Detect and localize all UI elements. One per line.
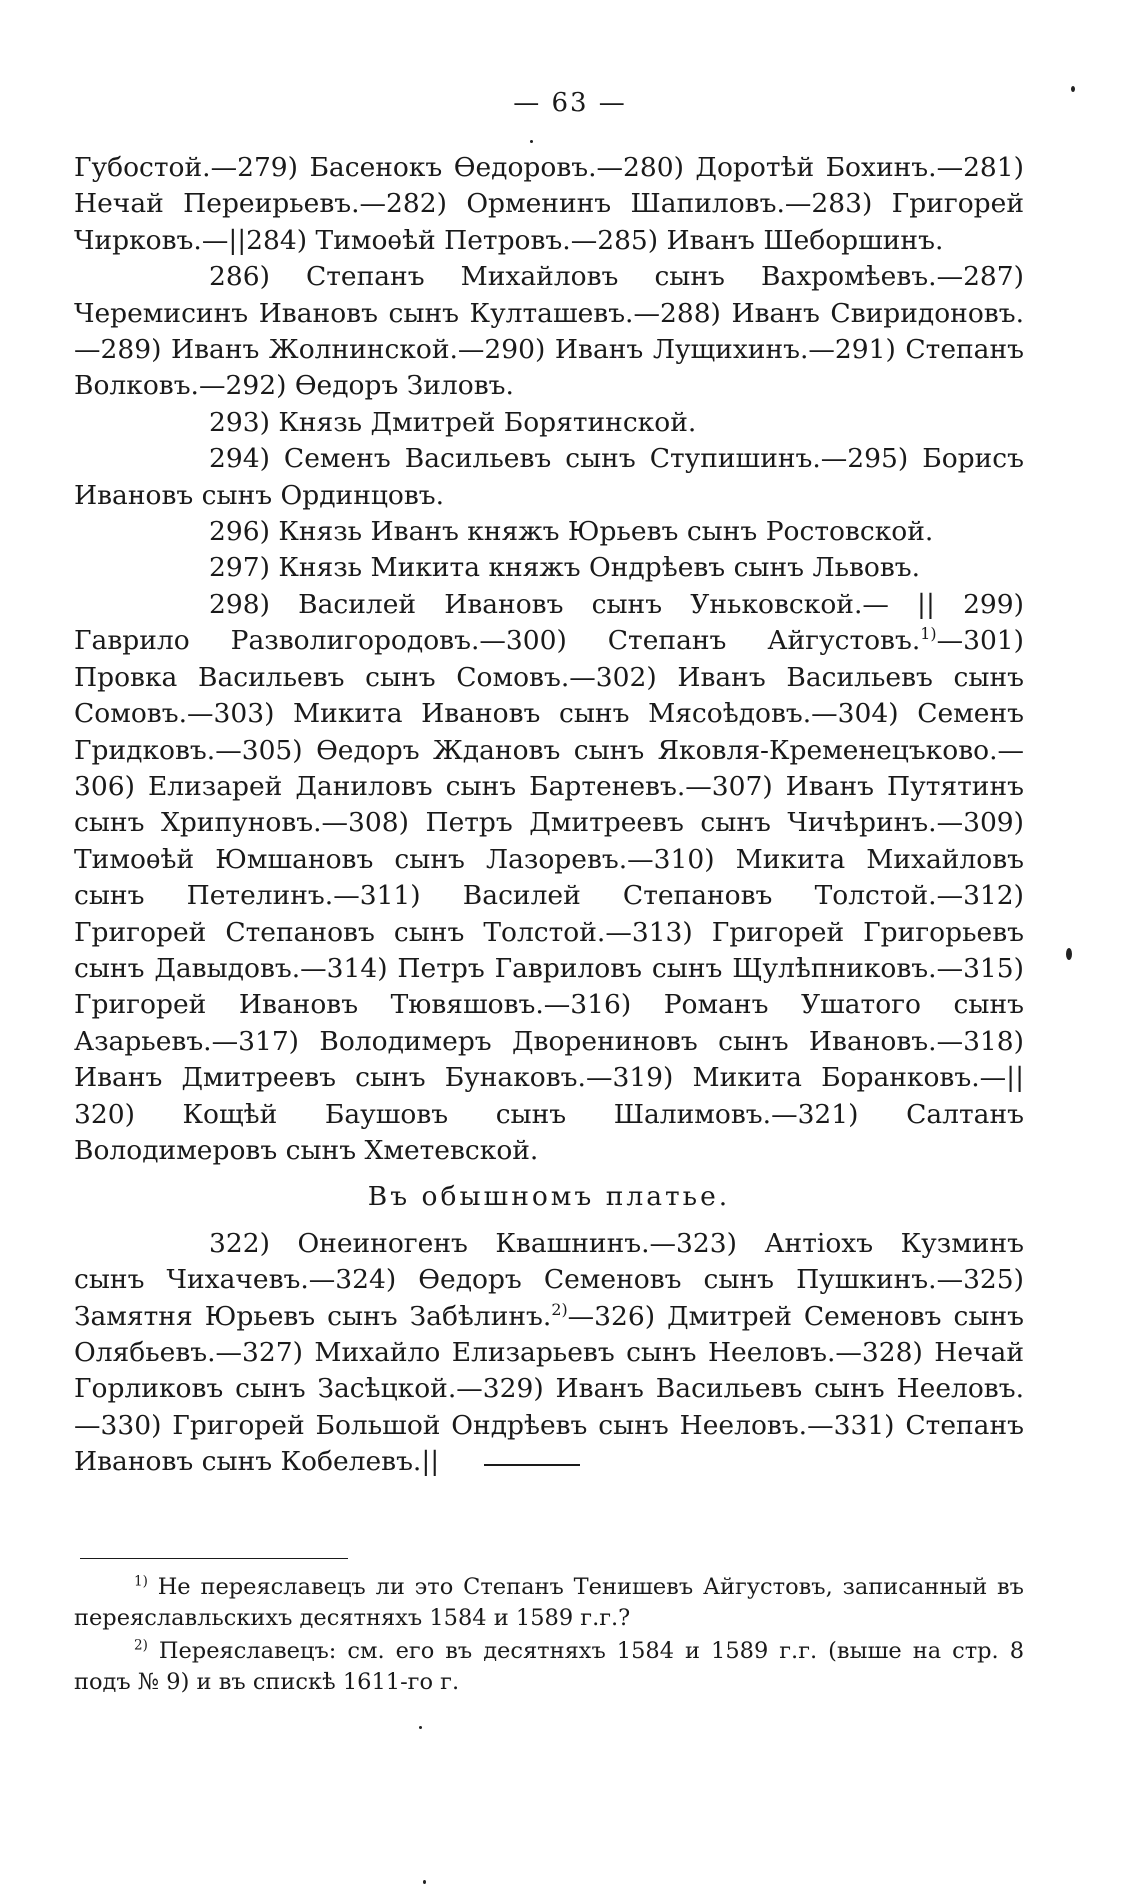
scan-speck [530, 140, 533, 143]
footnote-1-text: Не переяславецъ ли это Степанъ Тенишевъ Айгустовъ, записанный въ переяславльскихъ десятняхъ 1584 и 1589 г.г.? [74, 1574, 1024, 1631]
main-text [74, 150, 1024, 1481]
paragraph-1: Губостой.—279) Басенокъ Ѳедоровъ.—280) Доротѣй Бохинъ.—281) Нечай Переирьевъ.—282) Орменинъ Шапиловъ.—283) Григорей Чирковъ.—||284) Тимоѳѣй Петровъ.—285) Иванъ Шеборшинъ. [74, 152, 1024, 256]
scan-speck [1071, 86, 1075, 92]
scan-speck [423, 1880, 426, 1884]
paragraph-298-start: 298) Василей Ивановъ сынъ Уньковской.— || 299) Гаврило Разволигородовъ.—300) Степанъ Айгустовъ. [74, 588, 1024, 657]
paragraph-322-end: —326) Дмитрей Семеновъ сынъ Олябьевъ.—327) Михайло Елизарьевъ сынъ Нееловъ.—328) Нечай Горликовъ сынъ Засѣцкой.—329) Иванъ Васильевъ сынъ Нееловъ.—330) Григорей Большой Ондрѣевъ сынъ Нееловъ.—331) Степанъ Ивановъ сынъ Кобелевъ.|| [74, 1300, 1024, 1478]
section-heading: Въ обышномъ платье. [367, 1181, 731, 1213]
paragraph-293: 293) Князь Дмитрей Борятинской. [209, 406, 697, 438]
paragraph-298-end: —301) Провка Васильевъ сынъ Сомовъ.—302) Иванъ Васильевъ сынъ Сомовъ.—303) Микита Ивановъ сынъ Мясоѣдовъ.—304) Семенъ Гридковъ.—305) Ѳедоръ Ждановъ сынъ Яковля-Кременецъково.—306) Елизарей Даниловъ сынъ Бартеневъ.—307) Иванъ Путятинъ сынъ Хрипуновъ.—308) Петръ Дмитреевъ сынъ Чичѣринъ.—309) Тимоѳѣй Юмшановъ сынъ Лазоревъ.—310) Микита Михайловъ сынъ Петелинъ.—311) Василей Степановъ Толстой.—312) Григорей Степановъ сынъ Толстой.—313) Григорей Григорьевъ сынъ Давыдовъ.—314) Петръ Гавриловъ сынъ Щулѣпниковъ.—315) Григорей Ивановъ Тювяшовъ.—316) Романъ Ушатого сынъ Азарьевъ.—317) Володимеръ Двоpениновъ сынъ Ивановъ.—318) Иванъ Дмитреевъ сынъ Бунаковъ.—319) Микита Боранковъ.—|| 320) Кощѣй Баушовъ сынъ Шалимовъ.—321) Салтанъ Володимеровъ сынъ Хметевской. [74, 625, 1024, 1166]
footnote-2-text: Переяславецъ: см. его въ десятняхъ 1584 и 1589 г.г. (выше на стр. 8 подъ № 9) и въ спискѣ 1611-го г. [74, 1638, 1025, 1695]
paragraph-296: 296) Князь Иванъ княжъ Юрьевъ сынъ Ростовской. [209, 516, 934, 548]
paragraph-298 [74, 587, 1024, 1170]
paragraph-297: 297) Князь Микита княжъ Ондрѣевъ сынъ Львовъ. [209, 552, 921, 584]
footnote-2 [74, 1636, 1024, 1698]
paragraph-322-start: 322) Онеиногенъ Квашнинъ.—323) Антіохъ Кузминъ сынъ Чихачевъ.—324) Ѳедоръ Семеновъ сынъ Пушкинъ.—325) Замятня Юрьевъ сынъ Забѣлинъ. [74, 1227, 1024, 1332]
scan-speck [419, 1726, 422, 1729]
footnotes [74, 1572, 1024, 1700]
section-end-rule [484, 1464, 580, 1466]
footnote-2-mark: 2) [134, 1637, 148, 1654]
paragraph-322 [74, 1226, 1024, 1481]
footnote-ref-2: 2) [551, 1299, 568, 1319]
footnote-1 [74, 1572, 1024, 1634]
footnote-1-mark: 1) [134, 1573, 148, 1590]
page-number: — 63 — [513, 88, 627, 118]
paragraph-286: 286) Степанъ Михайловъ сынъ Вахромѣевъ.—287) Черемисинъ Ивановъ сынъ Култашевъ.—288) Иванъ Свиридоновъ.—289) Иванъ Жолнинской.—290) Иванъ Лущихинъ.—291) Степанъ Волковъ.—292) Ѳедоръ Зиловъ. [74, 261, 1024, 402]
footnote-ref-1: 1) [920, 624, 937, 644]
paragraph-294: 294) Семенъ Васильевъ сынъ Ступишинъ.—295) Борисъ Ивановъ сынъ Ординцовъ. [74, 443, 1024, 511]
scan-speck [1066, 948, 1072, 960]
footnote-separator [80, 1558, 348, 1559]
